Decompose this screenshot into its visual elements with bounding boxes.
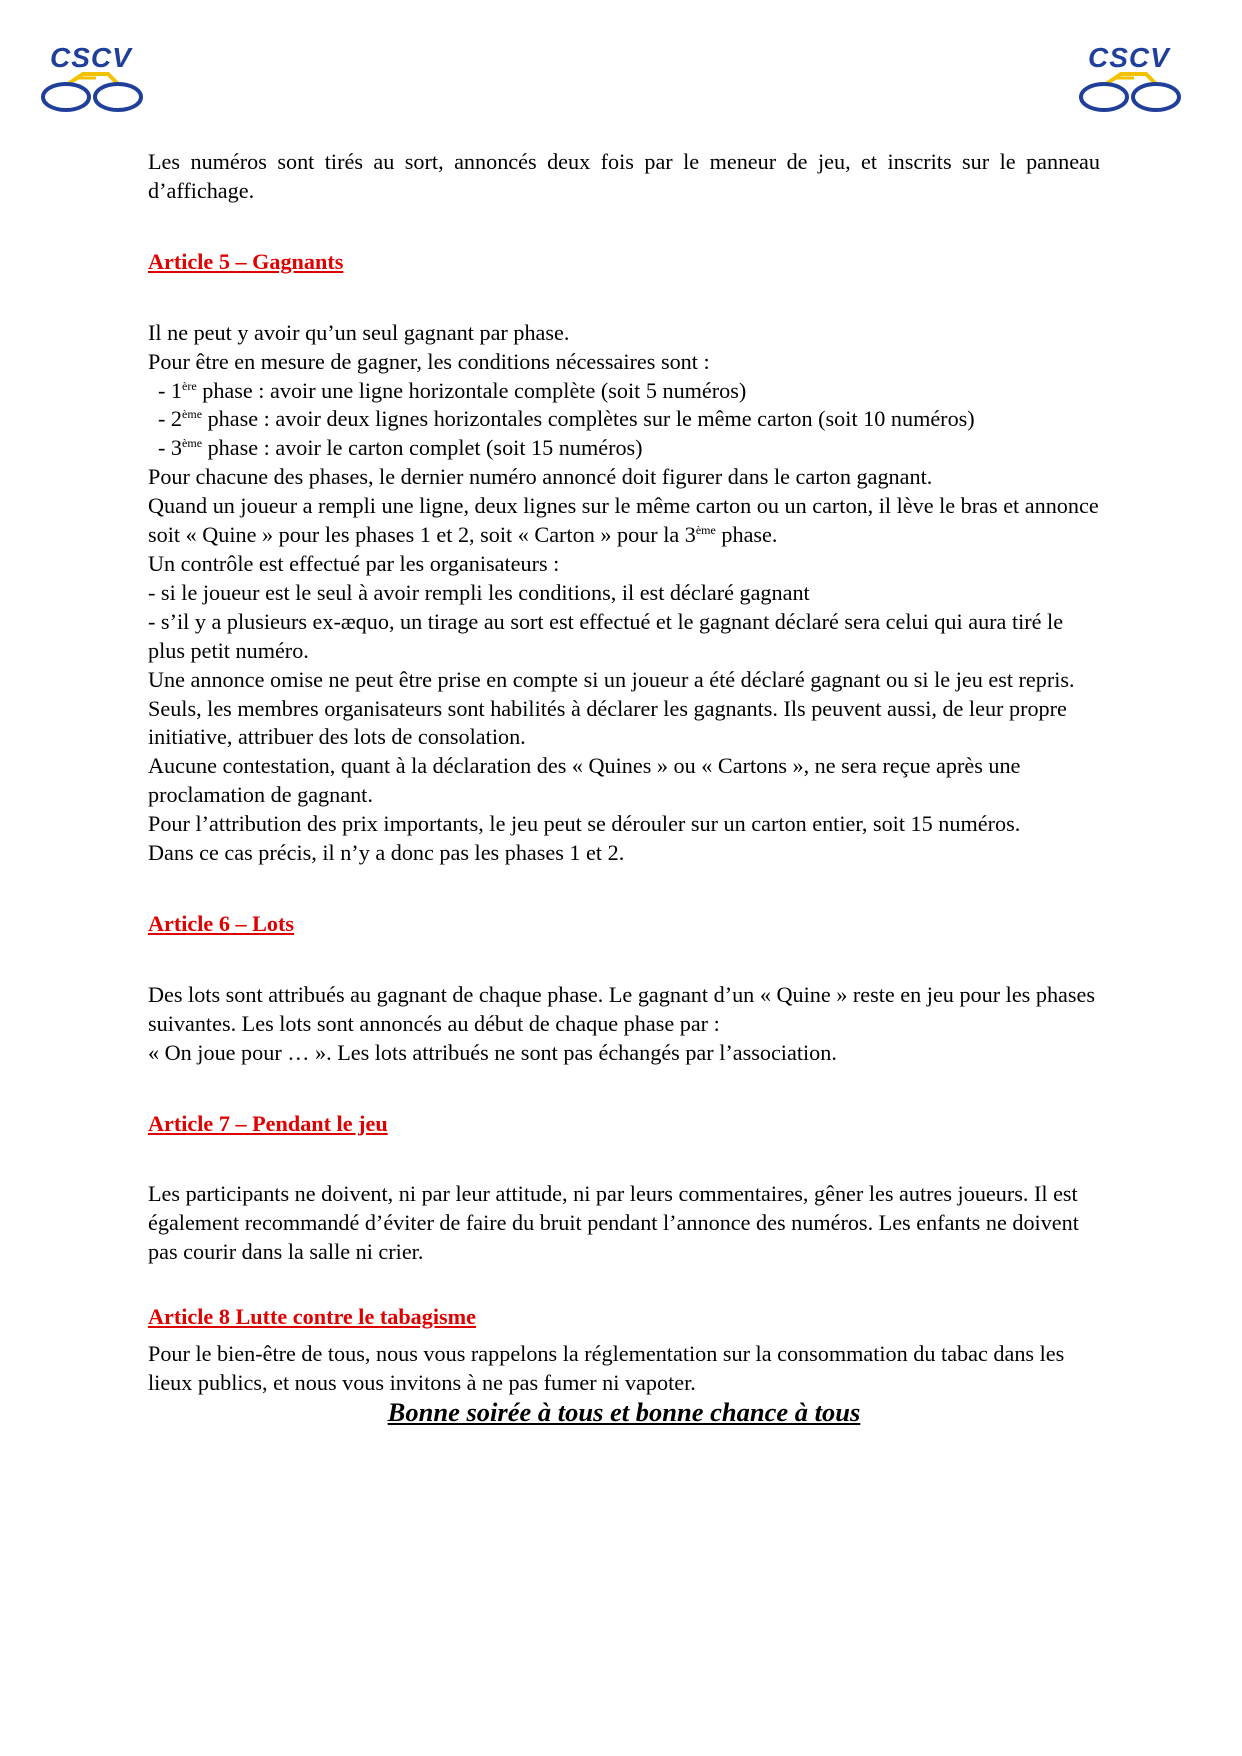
- article-5-line: Dans ce cas précis, il n’y a donc pas les phases 1 et 2.: [148, 840, 625, 866]
- article-8-body: [148, 1340, 1100, 1398]
- article-5-heading: Article 5 – Gagnants: [148, 248, 344, 274]
- article-5-line: Quand un joueur a rempli une ligne, deux lignes sur le même carton ou un carton, il lève le bras et annonce soit « Quine » pour les phases 1 et 2, soit « Carton » pour la 3ème phase.: [148, 493, 1099, 548]
- closing-message: Bonne soirée à tous et bonne chance à tous: [387, 1396, 861, 1427]
- article-5-line: Pour chacune des phases, le dernier numéro annoncé doit figurer dans le carton gagnant.: [148, 464, 933, 490]
- article-5-line: - s’il y a plusieurs ex-æquo, un tirage au sort est effectué et le gagnant déclaré sera celui qui aura tiré le plus petit numéro.: [148, 608, 1064, 663]
- article-5-body: [148, 319, 1100, 868]
- bicycle-icon: [38, 70, 148, 114]
- article-7-heading: Article 7 – Pendant le jeu: [148, 1110, 388, 1136]
- article-6-line: « On joue pour … ». Les lots attribués ne sont pas échangés par l’association.: [148, 1039, 837, 1065]
- cscv-logo-left: [38, 38, 148, 114]
- article-8-heading: Article 8 Lutte contre le tabagisme: [148, 1304, 476, 1330]
- article-5-line: Pour être en mesure de gagner, les conditions nécessaires sont :: [148, 348, 710, 374]
- phase-3-item: - 3ème phase : avoir le carton complet (soit 15 numéros): [158, 435, 643, 461]
- article-6-heading: Article 6 – Lots: [148, 910, 295, 936]
- article-5-line: Aucune contestation, quant à la déclaration des « Quines » ou « Cartons », ne sera reçue après une proclamation de gagnant.: [148, 753, 1021, 808]
- article-8-line: Pour le bien-être de tous, nous vous rappelons la réglementation sur la consommation du tabac dans les lieux publics, et nous vous invitons à ne pas fumer ni vapoter.: [148, 1341, 1065, 1395]
- article-6-line: Des lots sont attribués au gagnant de chaque phase. Le gagnant d’un « Quine » reste en jeu pour les phases suivantes. Les lots sont annoncés au début de chaque phase par :: [148, 981, 1096, 1036]
- article-5-line: Une annonce omise ne peut être prise en compte si un joueur a été déclaré gagnant ou si le jeu est repris. Seuls, les membres organisateurs sont habilités à déclarer les gagnants. Ils peuvent aussi, de leur propre initiative, attribuer des lots de consolation.: [148, 666, 1075, 750]
- logo-text: CSCV: [50, 42, 132, 73]
- article-5-line: - si le joueur est le seul à avoir rempli les conditions, il est déclaré gagnant: [148, 579, 810, 605]
- article-5-line: Pour l’attribution des prix importants, le jeu peut se dérouler sur un carton entier, soit 15 numéros.: [148, 811, 1021, 837]
- document-body: [148, 148, 1100, 1427]
- article-7-line: Les participants ne doivent, ni par leur attitude, ni par leurs commentaires, gêner les autres joueurs. Il est également recommandé d’éviter de faire du bruit pendant l’annonce des numéros. Les enfants ne doivent pas courir dans la salle ni crier.: [148, 1181, 1079, 1265]
- cscv-logo-right: [1076, 38, 1186, 114]
- logo-text: CSCV: [1088, 42, 1170, 73]
- intro-paragraph: Les numéros sont tirés au sort, annoncés deux fois par le meneur de jeu, et inscrits sur le panneau d’affichage.: [148, 149, 1100, 203]
- article-7-body: [148, 1180, 1100, 1267]
- phase-2-item: - 2ème phase : avoir deux lignes horizontales complètes sur le même carton (soit 10 numéros): [158, 406, 975, 432]
- article-5-line: Il ne peut y avoir qu’un seul gagnant par phase.: [148, 319, 570, 345]
- article-6-body: [148, 981, 1100, 1068]
- bicycle-icon: [1076, 70, 1186, 114]
- article-5-line: Un contrôle est effectué par les organisateurs :: [148, 550, 560, 576]
- phase-1-item: - 1ère phase : avoir une ligne horizontale complète (soit 5 numéros): [158, 377, 747, 403]
